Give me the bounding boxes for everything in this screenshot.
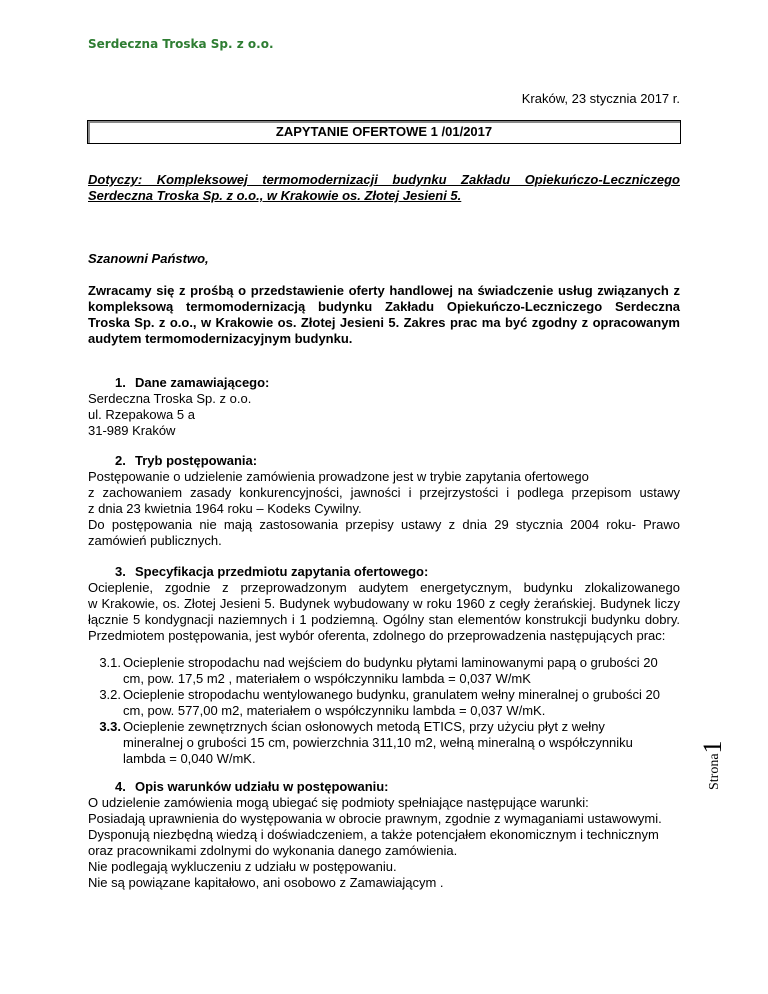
paragraph-line: Przedmiotem postępowania, jest wybór oferenta, zdolnego do przeprowadzenia następujących prac:: [88, 628, 666, 643]
list-item-line: cm, pow. 17,5 m2 , materiałem o współczynniku lambda = 0,037 W/mK: [123, 671, 531, 686]
list-item-line: Ocieplenie zewnętrznych ścian osłonowych metodą ETICS, przy użyciu płyt z wełny: [123, 719, 605, 734]
greeting: Szanowni Państwo,: [88, 251, 209, 266]
section-ordering-party: [88, 375, 680, 439]
paragraph-line: Posiadają uprawnienia do występowania w obrocie prawnym, zgodnie z wymaganiami ustawowymi.: [88, 811, 662, 826]
section-number: 1.: [115, 375, 126, 390]
section-procedure: [88, 453, 680, 549]
section-heading: [88, 453, 680, 469]
subject-paragraph: [88, 172, 680, 204]
document-date: Kraków, 23 stycznia 2017 r.: [521, 91, 680, 106]
header-company-name: Serdeczna Troska Sp. z o.o.: [88, 37, 274, 51]
address-line: ul. Rzepakowa 5 a: [88, 407, 195, 422]
list-item-number: 3.3.: [99, 719, 121, 734]
section-number: 2.: [115, 453, 126, 468]
intro-line: Troska Sp. z o.o., w Krakowie os. Złotej Jesieni 5. Zakres prac ma być zgodny z opracowanym: [88, 315, 680, 330]
list-item: [88, 719, 680, 767]
paragraph-line: Do postępowania nie mają zastosowania przepisy ustawy z dnia 29 stycznia 2004 roku- Prawo: [88, 517, 680, 532]
document-title: ZAPYTANIE OFERTOWE 1 /01/2017: [87, 120, 681, 144]
address-line: Serdeczna Troska Sp. z o.o.: [88, 391, 252, 406]
list-item-line: Ocieplenie stropodachu nad wejściem do budynku płytami laminowanymi papą o grubości 20: [123, 655, 658, 670]
paragraph-line: łącznie 5 kondygnacji naziemnych i 1 podziemną. Ogólny stan elementów konstrukcji budynku dobry.: [88, 612, 680, 627]
paragraph-line: O udzielenie zamówienia mogą ubiegać się podmioty spełniające następujące warunki:: [88, 795, 589, 810]
paragraph-line: z dnia 23 kwietnia 1964 roku – Kodeks Cywilny.: [88, 501, 362, 516]
section-heading: [88, 779, 680, 795]
section-specification: [88, 564, 680, 644]
section-conditions: [88, 779, 680, 891]
intro-line: Zwracamy się z prośbą o przedstawienie oferty handlowej na świadczenie usług związanych z: [88, 283, 680, 298]
paragraph-line: z zachowaniem zasady konkurencyjności, jawności i przejrzystości i podlega przepisom ustawy: [88, 485, 680, 500]
paragraph-line: Nie są powiązane kapitałowo, ani osobowo z Zamawiającym .: [88, 875, 444, 890]
section-heading: [88, 564, 680, 580]
paragraph-line: Ocieplenie, zgodnie z przeprowadzonym audytem energetycznym, budynku zlokalizowanego: [88, 580, 680, 595]
intro-line: audytem termomodernizacyjnym budynku.: [88, 331, 353, 346]
work-items-list: [88, 655, 680, 767]
list-item-text: [123, 719, 680, 767]
page-number-label: [698, 700, 745, 790]
paragraph-line: Postępowanie o udzielenie zamówienia prowadzone jest w trybie zapytania ofertowego: [88, 469, 589, 484]
list-item: [88, 655, 680, 687]
paragraph-line: w Krakowie, os. Złotej Jesieni 5. Budynek wybudowany w roku 1960 z cegły żerańskiej. Budynek liczy: [88, 596, 680, 611]
section-title: Opis warunków udziału w postępowaniu:: [135, 779, 389, 794]
paragraph-line: Dysponują niezbędną wiedzą i doświadczeniem, a także potencjałem ekonomicznym i technicznym: [88, 827, 659, 842]
list-item-text: [123, 655, 680, 687]
section-title: Dane zamawiającego:: [135, 375, 270, 390]
list-item-number: 3.1.: [99, 655, 121, 670]
subject-line: Dotyczy: Kompleksowej termomodernizacji budynku Zakładu Opiekuńczo-Leczniczego: [88, 172, 680, 187]
list-item: [88, 687, 680, 719]
paragraph-line: Nie podlegają wykluczeniu z udziału w postępowaniu.: [88, 859, 397, 874]
section-title: Specyfikacja przedmiotu zapytania ofertowego:: [135, 564, 429, 579]
list-item-line: lambda = 0,040 W/mK.: [123, 751, 256, 766]
section-number: 3.: [115, 564, 126, 579]
intro-paragraph: [88, 283, 680, 347]
list-item-line: cm, pow. 577,00 m2, materiałem o współczynniku lambda = 0,037 W/mK.: [123, 703, 546, 718]
list-item-line: Ocieplenie stropodachu wentylowanego budynku, granulatem wełny mineralnej o grubości 20: [123, 687, 660, 702]
section-title: Tryb postępowania:: [135, 453, 258, 468]
intro-line: kompleksową termomodernizacją budynku Zakładu Opiekuńczo-Leczniczego Serdeczna: [88, 299, 680, 314]
section-number: 4.: [115, 779, 126, 794]
subject-line: Serdeczna Troska Sp. z o.o., w Krakowie os. Złotej Jesieni 5.: [88, 188, 462, 203]
page-label: Strona: [707, 753, 722, 790]
list-item-number: 3.2.: [99, 687, 121, 702]
section-heading: [88, 375, 680, 391]
list-item-line: mineralnej o grubości 15 cm, powierzchnia 311,10 m2, wełną mineralną o współczynniku: [123, 735, 633, 750]
paragraph-line: zamówień publicznych.: [88, 533, 222, 548]
paragraph-line: oraz pracownikami zdolnymi do wykonania danego zamówienia.: [88, 843, 458, 858]
address-line: 31-989 Kraków: [88, 423, 176, 438]
page-number: 1: [698, 740, 727, 754]
list-item-text: [123, 687, 680, 719]
